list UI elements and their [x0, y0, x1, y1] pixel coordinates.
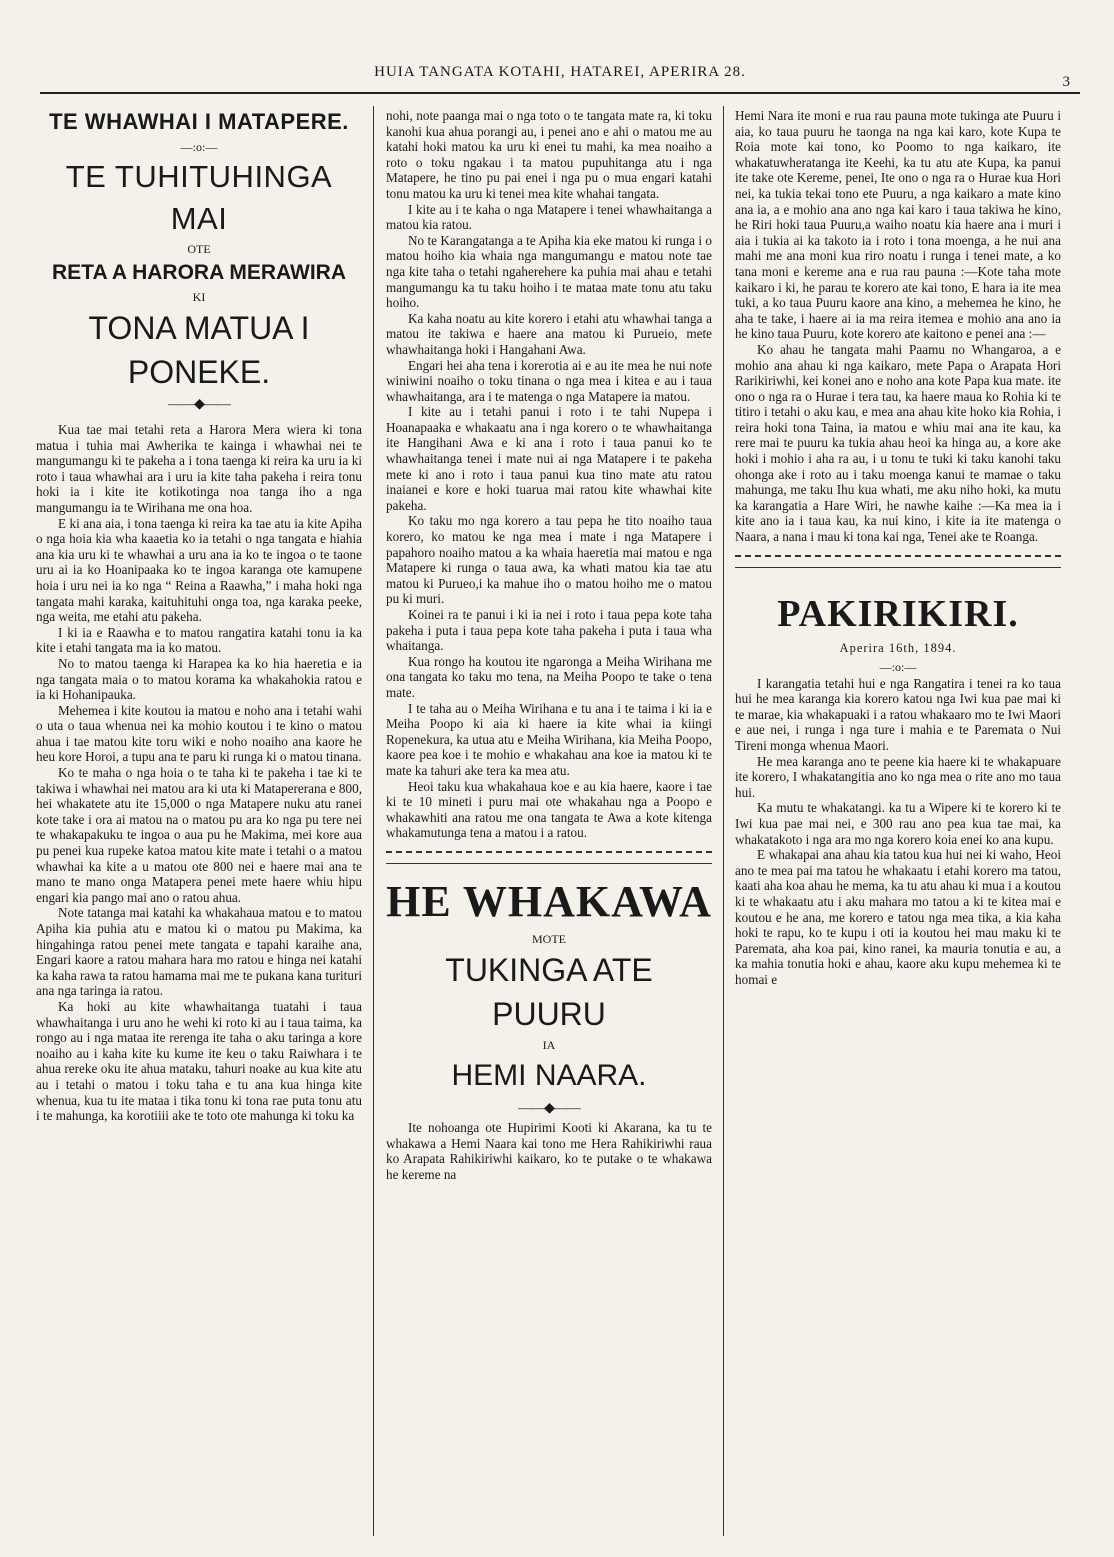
page-number: 3 [1062, 74, 1070, 90]
article-date: Aperira 16th, 1894. [839, 640, 957, 655]
article-subject: HEMI NAARA. [451, 1058, 647, 1092]
paragraph: Ko ahau he tangata mahi Paamu no Whangaroa, a e mohio ana ahau ki nga kaikaro, mete Papa o Arapata Hori Rarikiriwhi, kei konei ano e noho ana kote Papa kua mate. ite ono o nga ra o Hurae i tera tau, ka haere maua ko Rohia ki te titiro i tetahi o aku kau, e mea ana ahau kite hoko kia Rohia, i reira hoki tona Taina, ia matou e whiu mai ana ite kau, ka rere mai te puuru ka tukia ahau heoi ka hinga au, a kore ake hoki i mohio i aha ra au, i u tonu te tuki ki taku kanohi taku ohonga ake i roto au i taku moenga kanui te mamae o taku mahunga, me taku Ihu kua whati, me aku niho hoki, ka mutu ka karangatia a Hare Wiri, he nawhe kaihe :—Ka mea ia i kite ano ia i taua kau, ka nui kino, i kite ia ite matenga o Naara, a nana i mau ki tona kai nga, Tenei ake te Roanga. [735, 341, 1061, 545]
connector-ki: KI [192, 290, 206, 304]
masthead: HUIA TANGATA KOTAHI, HATAREI, APERIRA 28. [374, 64, 746, 80]
article-title: TUKINGA ATE PUURU [445, 951, 653, 1032]
paragraph: Koinei ra te panui i ki ia nei i roto i taua pepa kote taha pakeha i puta i taua pepa kote taha pakeha i puta i taua wha whaitanga. [386, 607, 712, 654]
paragraph: Ka kaha noatu au kite korero i etahi atu whawhai tanga a matou ite takiwa e haere ana matou ki Purueio, mete whawhaitanga hoki i Hangahani Awa. [386, 310, 712, 357]
column-1 [36, 108, 362, 1533]
paragraph: Heoi taku kua whakahaua koe e au kia haere, kaore i tae ki te 10 mineti i puru mai ote whakahau nga a Poopo e whakawhiti ana ratou me ona tangata te Awa a kote kitenga whakamutunga tena a matou i a ratou. [386, 778, 712, 841]
paragraph: I karangatia tetahi hui e nga Rangatira i tenei ra ko taua hui he mea karanga kia korero katou nga Iwi kua pae mai ki te marae, kia whakapuaki i a ratou whakaaro mo te Iwi Maori e aue nei, i runga i nga ture i mahia e te Paremata o Nui Tireni monga whenua Maori. [735, 675, 1061, 753]
paragraph: I te taha au o Meiha Wirihana e tu ana i te taima i ki ia e Meiha Poopo ki aia ki haere ia kite whai ia kiingi Ropenekura, ka utua atu e Meiha Wirihana, kia Meiha Poopo, kaore pea koe i te mohio e whakahau ana koe ia matou ki te mate ka tahuri ake tera ka mea atu. [386, 700, 712, 778]
article-headline: TE WHAWHAI I MATAPERE. [49, 109, 349, 134]
paragraph: Hemi Nara ite moni e rua rau pauna mote tukinga ate Puuru i aia, ko taua puuru he taonga na nga kai karo, kote Kupa te Roia mote kai tono, ko Poomo to nga kaikaro, ite whakatuwheratanga ite Keehi, ka tu atu ate Kupa, ka panui ite take ote Kereme, penei, Ite ono o nga ra o Hurae kua Hori nei, ka tukia tekai tono ete Puuru, a nga kaikaro a mate kino ana ia, a e mohio ana ano nga kai karo i taua takiwa he kino, he Riri hoki taua Puuru,a waiho noatu kia haere ana i muri i aia i tukia ai ka takoto ia i roto i tona moenga, a he nui ana mahi me ana moni kua riro noatu i runga i tenei mate, a ko tana moni e kereme ana e rua rau pauna :—Kote taha mote kaikaro i ki, he parau te korero ate kai tono, E hara ia ite mea tuki, a ko taua Puuru kaore ana kino, a mehemea he kino, he aha te take, i haere ai ia ma reira itemea e mohio ana ano ia he kino taua Puuru, kote korero ate kaitono e penei ana :— [735, 108, 1061, 342]
paragraph: Engari hei aha tena i korerotia ai e au ite mea he nui note winiwini noaiho o toku tinana o nga mea i kitea e au i taua whawhaitanga, ara i te matenga o nga Matapere ia matou. [386, 357, 712, 404]
paragraph: I ki ia e Raawha e to matou rangatira katahi tonu ia ka kite i etahi tangata ma ia ko matou. [36, 624, 362, 656]
paragraph: I kite au i tetahi panui i roto i te tahi Nupepa i Hoanapaaka e whakaatu ana i nga korero o te whawhaitanga ite Hangihani Awa e ki ana i roto i taua panui ko te whawhaitanga tenei i mate nui ai nga Matapere i te pakeha mete ki ano i roto i taua panui kua tino mate atu ratou inaianei e kore e hoki tuarua mai ratou kite whawhai kite pakeha. [386, 404, 712, 513]
article-subtitle: RETA A HARORA MERAWIRA [52, 261, 346, 284]
article-headline: PAKIRIKIRI. [777, 592, 1019, 635]
connector-mote: MOTE [532, 931, 566, 946]
column-2 [386, 108, 712, 1533]
paragraph: Ko taku mo nga korero a tau pepa he tito noaiho taua korero, ko matou ke nga mea i mate i nga Matapere i papahoro noaiho matou a ka whaia haeretia mai matou e nga Matapere ki runga o taua awa, ka whati matou kia tae atu matou ki Purueo,i ka mahue iho o matou hoiho me o matou pu ki muri. [386, 513, 712, 607]
article-headline: HE WHAKAWA [386, 876, 712, 926]
paragraph: E ki ana aia, i tona taenga ki reira ka tae atu ia kite Apiha o nga hoia kia wha kaaetia ko ia tetahi o nga tangata e hiahia ana kia uru ki te whawhai a uru ana ia ko te ingoa o te taone uru ai ia ko Hoanipaaka ko te ingoa karanga ote kamupene hoia i uru nei ia ko nga “ Reina a Raawha,” i maha hoki nga tangata mahi karaka, kaituhituhi onga toa, nga karaka peeke, nga weita, me etahi atu pakeha. [36, 515, 362, 625]
paragraph: I kite au i te kaha o nga Matapere i tenei whawhaitanga a matou kia ratou. [386, 201, 712, 233]
paragraph: Mehemea i kite koutou ia matou e noho ana i tetahi wahi o uta o taua whenua nei ka mohio koutou i te kino o matou ahua i tae matou kite toru wiki e noho noaiho ana kaore he heu kore Horoi, a tupu ana te paru ki runga ki o matou tinana. [36, 702, 362, 765]
paragraph: Ko te maha o nga hoia o te taha ki te pakeha i tae ki te takiwa i whawhai nei matou ara ki uta ki Matapererana e 800, hei whakatete atu ite 15,000 o nga Matapere nuku atu ranei kote take i ora ai matou na o matou pu ara ko nga pu tere nei te whakapakuku te ingoa o aua pu he Makima, mei kore aua pu penei kua rupeke katoa matou kite mate i tetahi o a matou whawhai ka kite a u matou ote 800 nei e haere mai ana te mano te mano onga Matapera penei mete haere whiu hipu engari kia pango mai ano o ratou ahua. [36, 765, 362, 905]
paragraph: Kua rongo ha koutou ite ngaronga a Meiha Wirihana me ona tangata ko taku mo tena, na Meiha Poopo te take o tena mate. [386, 653, 712, 700]
wavy-divider [386, 851, 712, 864]
article-title: TE TUHITUHINGA MAI [65, 159, 333, 236]
paragraph: Ka hoki au kite whawhaitanga tuatahi i taua whawhaitanga i uru ano he wehi ki roto ki au i taua taima, ka rongo au i nga mataa ite rerenga ite taha o aku taringa a kore noaiho au i kaha kite ku kume ite keu o taku Raiwhara i te ahua rereke oku ite ahua mataku, tahuri noake au kua kite atu au i tetahi o matou i toku taha e tu ana kua hinga kite whenua, kua tu ite mataa i tika tonu ki tona rae puta tonu atu i te mahunga, ka korotiiii ake te toto ote mahunga ki toku ka [36, 998, 362, 1124]
column-rule [373, 106, 374, 1536]
column-3 [735, 108, 1061, 1533]
connector-ia: IA [542, 1037, 556, 1052]
paragraph: No to matou taenga ki Harapea ka ko hia haeretia e ia nga tangata maia o to matou korama ka whakahokia ratou e ia ki Hohanipauka. [36, 655, 362, 703]
paragraph: E whakapai ana ahau kia tatou kua hui nei ki waho, Heoi ano te mea pai ma tatou he whakaatu i etahi korero ma tatou, kaati aha koa ahau he mema, ka tu atu ahau ki mua i a koutou ki te whakaatu atu i aku mahara mo tatou a ki te kitea mai e koutou e he ana, me korero e tatou nga mea tika, a kia kaha hoki te rapu, ko te kupu i oti ia koutou hei mau maku ki te Paremata, aha koa pai, kino ranei, ka mauria tonutia e au, a ka mahia tonutia hoki e ahau, kaore aku kupu mehemea ki te homai e [735, 847, 1061, 987]
wavy-divider [735, 555, 1061, 568]
page-header [40, 58, 1080, 94]
paragraph: Note tatanga mai katahi ka whakahaua matou e to matou Apiha kia puhia atu e matou ki o matou pu Makima, ka hingahinga ratou penei mete tangata e tapahi karaihe ana, Engari kaore a ratou mahara hara mo ratou e hinga nei katahi ka kaha rawa ta ratou hamama mai me te pukana kana turituri ana nga taringa ia ratou. [36, 905, 362, 999]
connector-ote: OTE [187, 242, 211, 256]
ornament: ——◆—— [168, 397, 230, 412]
paragraph: nohi, note paanga mai o nga toto o te tangata mate ra, ki toku kanohi kua ahua porangi au, i penei ano e ahi o matou me au katahi hoki matou ka uru ki enei tu mahi, ka mea noaiho a roto o toku ngakau i ta matou pupuhitanga atu i nga Matapere, he tino pu pai enei i nga pu o mua engari katahi tonu matou ka uru ki tenei mea kite whahai tangata. [386, 108, 712, 201]
paragraph: No te Karangatanga a te Apiha kia eke matou ki runga i o matou hoiho kia whaia nga mangumangu e matou note tae nga kite taha o tetahi ngaherehere ka puhia mai ahau e tetahi mangumangu ka tu taku hoiho i te mataa mate tonu atu taku hoiho. [386, 232, 712, 311]
separator: —:o:— [180, 140, 218, 154]
paragraph: Ka mutu te whakatangi. ka tu a Wipere ki te korero ki te Iwi kua pae mai nei, e 300 rau ano pea kua tae mai, ka whakatakoto i nga ara mo nga korero koia enei ko ana kupu. [735, 800, 1061, 847]
paragraph: Ite nohoanga ote Hupirimi Kooti ki Akarana, ka tu te whakawa a Hemi Naara kai tono me Hera Rahikiriwhi raua ko Arapata Rahikiriwhi kaikaro, ko te putake o te whakawa he kereme na [386, 1119, 712, 1182]
article-title-2: TONA MATUA I PONEKE. [88, 310, 310, 390]
ornament: ——◆—— [518, 1100, 580, 1116]
paragraph: Kua tae mai tetahi reta a Harora Mera wiera ki tona matua i tuhia mai Awherika te kainga i whawhai nei te mangumangu ki te pakeha a i tona taenga ki reira ka uru ia ki roto i taua whawhai ara i uru ia kite taha pakeha i reira tonu hoki ia i kite ite kotikotinga noa tanga iho a nga mangumangu ia te Wirihana me ona hoa. [36, 422, 362, 515]
column-rule [723, 106, 724, 1536]
separator: —:o:— [879, 659, 917, 674]
paragraph: He mea karanga ano te peene kia haere ki te whakapuare ite korero, I whakatangitia ano ko nga mea o rite ano mo taua hui. [735, 753, 1061, 800]
